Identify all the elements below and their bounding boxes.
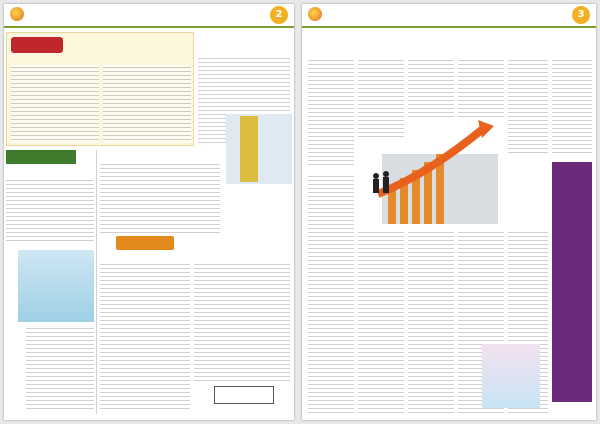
news-text-2: [103, 65, 191, 143]
feature-text-2: [194, 262, 290, 382]
left-page-number: 2: [270, 6, 288, 24]
growth-illustration: [358, 114, 498, 224]
company-logo-icon: [308, 7, 322, 21]
bottom-left-text: [26, 326, 94, 412]
growth-arrow-icon: [358, 114, 498, 224]
city-illustration: [18, 250, 94, 322]
news-tag: [11, 37, 63, 53]
mid-center-text: [100, 162, 220, 234]
feature-text-1: [100, 262, 190, 412]
col-text-8: [358, 230, 404, 414]
company-logo-icon: [10, 7, 24, 21]
quiz-box: [214, 386, 274, 404]
right-header: [302, 4, 596, 28]
col-text-4: [458, 58, 504, 118]
sidebar-panel: [552, 162, 592, 402]
column-divider: [96, 150, 97, 414]
cartoon-illustration: [482, 344, 540, 408]
col-text-6: [552, 58, 592, 154]
col-text-3: [408, 58, 454, 118]
col-text-5: [508, 58, 548, 154]
left-page: [4, 4, 294, 420]
travel-photo: [226, 114, 292, 184]
col-text-9: [408, 230, 454, 414]
hot-topic-tag: [116, 236, 174, 250]
col-text-7: [308, 174, 354, 414]
news-block: [6, 32, 194, 146]
right-page-number: 3: [572, 6, 590, 24]
right-page: [302, 4, 596, 420]
vertical-promo: [10, 268, 20, 408]
left-header: [4, 4, 294, 28]
industry-tag: [6, 150, 76, 164]
travel-promo-vertical: [240, 116, 258, 182]
industry-text: [6, 178, 94, 244]
col-text-1: [308, 58, 354, 166]
news-text-1: [11, 65, 99, 143]
